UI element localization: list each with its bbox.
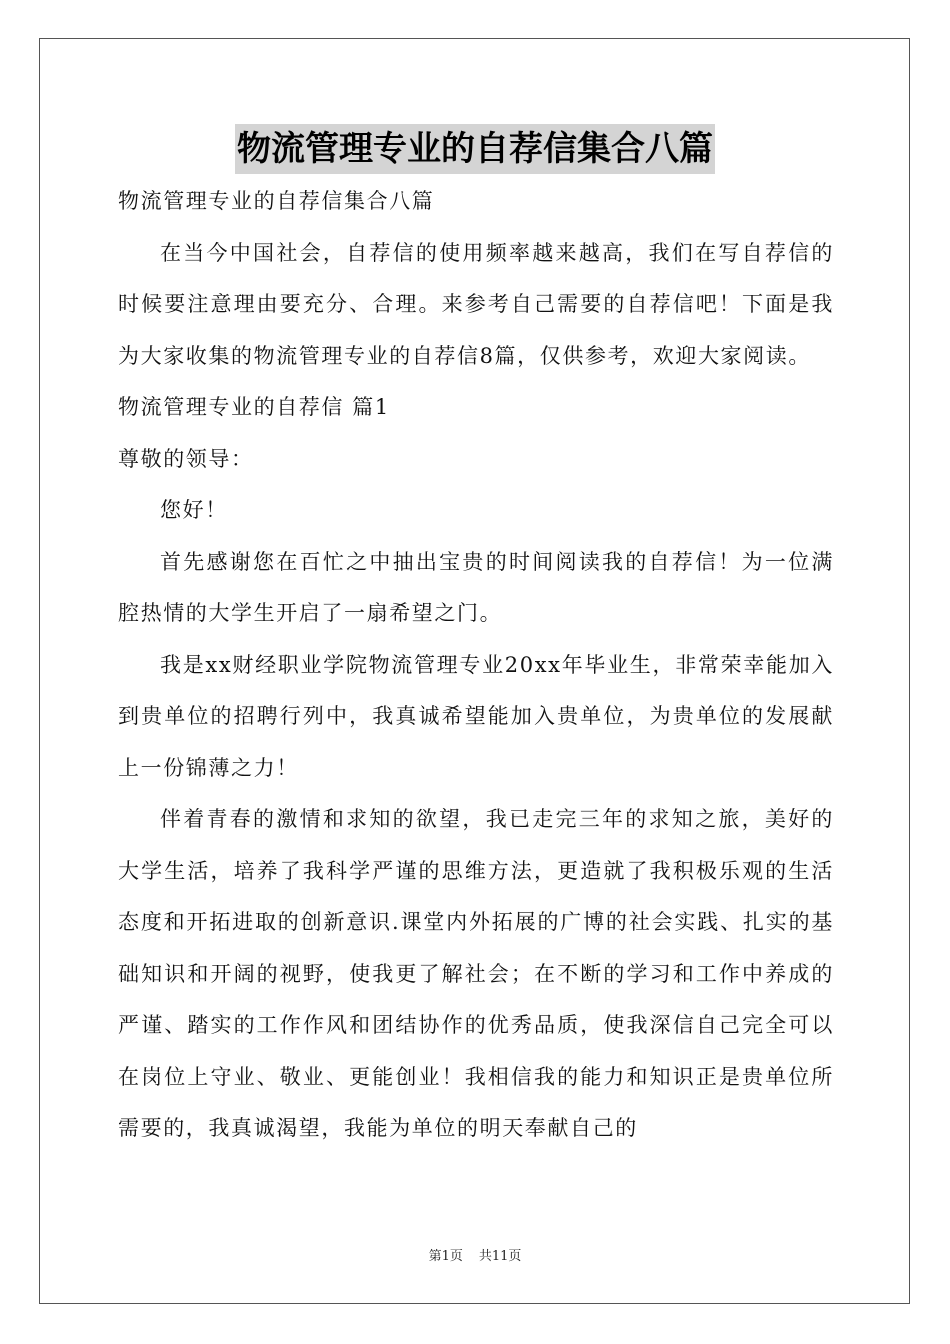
greeting: 您好！ xyxy=(160,498,228,522)
page-number: 第1页 xyxy=(428,1249,463,1264)
page-total: 共11页 xyxy=(478,1249,522,1264)
salutation: 尊敬的领导： xyxy=(118,446,254,471)
body-paragraph: 伴着青春的激情和求知的欲望，我已走完三年的求知之旅，美好的大学生活，培养了我科学严谨的思维方法，更造就了我积极乐观的生活态度和开拓进取的创新意识.课堂内外拓展的广博的社会实践、扎实的基础知识和开阔的视野，使我更了解社会；在不断的学习和工作中养成的严谨、踏实的工作作风和团结协作的优秀品质，使我深信自己完全可以在岗位上守业、敬业、更能创业！我相信我的能力和知识正是贵单位所需要的，我真诚渴望，我能为单位的明天奉献自己的 xyxy=(118,807,834,1140)
title-container xyxy=(0,124,950,174)
document-title: 物流管理专业的自荐信集合八篇 xyxy=(235,124,715,174)
intro-paragraph: 在当今中国社会，自荐信的使用频率越来越高，我们在写自荐信的时候要注意理由要充分、合理。来参考自己需要的自荐信吧！下面是我为大家收集的物流管理专业的自荐信8篇，仅供参考，欢迎大家阅读。 xyxy=(118,240,834,368)
section-heading: 物流管理专业的自荐信 篇1 xyxy=(118,395,390,419)
document-body xyxy=(118,176,834,1155)
page-footer xyxy=(0,1245,950,1264)
body-paragraph: 首先感谢您在百忙之中抽出宝贵的时间阅读我的自荐信！为一位满腔热情的大学生开启了一扇希望之门。 xyxy=(118,549,834,625)
subtitle-paragraph: 物流管理专业的自荐信集合八篇 xyxy=(118,189,435,213)
body-paragraph: 我是xx财经职业学院物流管理专业20xx年毕业生，非常荣幸能加入到贵单位的招聘行列中，我真诚希望能加入贵单位，为贵单位的发展献上一份锦薄之力！ xyxy=(118,652,834,780)
